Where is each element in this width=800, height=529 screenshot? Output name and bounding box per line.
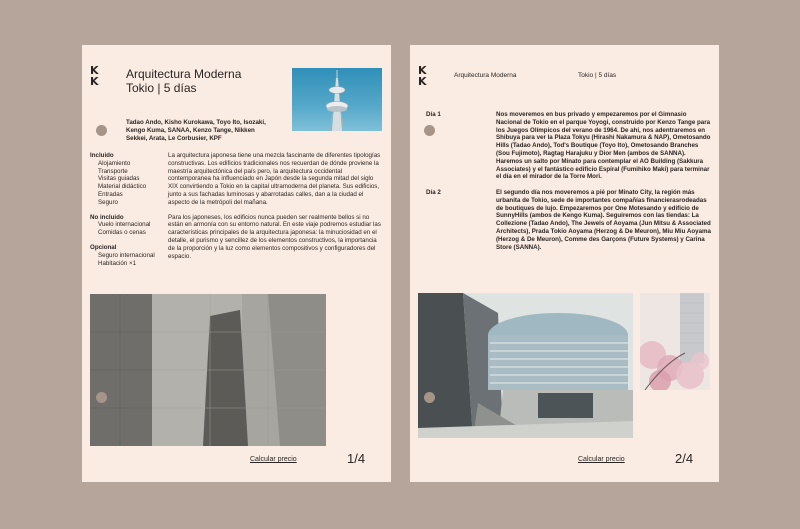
- cherry-blossom-photo: [640, 293, 710, 390]
- architects-list: Tadao Ando, Kisho Kurokawa, Toyo Ito, Isozaki, Kengo Kuma, SANAA, Kenzo Tange, Nikken Sekkei, Arata, Le Corbusier, KPF: [126, 119, 266, 142]
- museum-building-photo: [418, 293, 633, 438]
- not-included-item: Comidas o cenas: [98, 229, 146, 237]
- calculate-price-link[interactable]: Calcular precio: [250, 456, 297, 463]
- included-heading: Incluido: [90, 152, 114, 159]
- blossom-illustration: [640, 293, 710, 390]
- header-subtitle: Tokio | 5 días: [578, 72, 617, 79]
- header-title: Arquitectura Moderna: [454, 72, 517, 79]
- optional-item: Seguro internacional: [98, 251, 155, 259]
- tower-illustration: [292, 68, 382, 131]
- day-1-label: Día 1: [426, 111, 441, 118]
- included-item: Alojamiento: [98, 159, 131, 167]
- intro-paragraph-1: La arquitectura japonesa tiene una mezcla fascinante de diferentes tipologías constructivas. Los edificios tradicionales nos recuerdan de dónde proviene la maestría arquitectónica del país pero, la arquitectura occidental contemporanea ha influenciado en Japón desde la segunda mitad del siglo XIX convirtiendo a Tokio en la capital ultramoderna del planeta. Sus edificios, junto a sus fachadas luminosas y abarrotadas calles, dan a la ciudad el aspecto de la metrópoli del mañana.: [168, 152, 381, 206]
- package-details: [90, 152, 165, 267]
- logo-letter-top: K: [90, 64, 98, 77]
- page-number: 2/4: [675, 451, 694, 466]
- included-item: Entradas: [98, 190, 123, 198]
- page-marker-dot: [96, 125, 107, 136]
- logo-letter-bottom: K: [90, 75, 98, 88]
- included-item: Visitas guiadas: [98, 175, 140, 183]
- page-marker-dot: [424, 392, 435, 403]
- page-title: [126, 67, 241, 95]
- museum-illustration: [418, 293, 633, 438]
- included-item: Seguro: [98, 198, 118, 206]
- brand-logo: [90, 65, 100, 87]
- page-marker-dot: [424, 125, 435, 136]
- day-2-label: Día 2: [426, 189, 441, 196]
- brand-logo: [418, 65, 428, 87]
- tower-photo: [292, 68, 382, 131]
- day-1-text: Nos moveremos en bus privado y empezaremos por el Gimnasio Nacional de Tokio en el parque Yoyogi, construido por Kenzo Tange para los Juegos Olímpicos del verano de 1964. De ahí, nos adentraremos en Shibuya para ver la Plaza Tokyu (Hirashi Nakamura & NAP), Ometosando Hills (Tadao Ando), Tod's Boutique (Toyo Ito), Ometosando Branches (Sou Fujimoto), Ragtag Harajuku y Dior Men (ambos de SANNA). Haremos un salto por Minato para contemplar el AO Building (Sakkura Associates) y el fantástico edificio Espiral (Fumihiko Maki) para terminar el día en el mirador de la Torre Mori.: [496, 111, 711, 181]
- not-included-item: Vuelo internacional: [98, 221, 151, 229]
- included-item: Material didáctico: [98, 183, 147, 191]
- brochure-page-1: [82, 45, 391, 482]
- intro-text: [168, 152, 383, 267]
- optional-item: Habitación ×1: [98, 259, 137, 267]
- optional-heading: Opcional: [90, 243, 117, 251]
- day-2-text: El segundo día nos moveremos a pié por Minato City, la región más urbanita de Tokio, sede de importantes compañías financierasrodeadas de boutiques de lujo. Empezaremos por One Motesando y edificio de SunnyHills (ambos de Kengo Kuma). Seguiremos con las tiendas: La Collezione (Tadao Ando), The Jewels of Aoyama (Jun Mitsu & Associated Architects), Prada Tokio Aoyama (Herzog & De Meuron), Miu Miu Aoyama (Herzog & De Meuron), Comme des Garçons (Future Systems) y Carina Store (SANNA).: [496, 189, 711, 251]
- concrete-illustration: [90, 294, 326, 446]
- intro-paragraph-2: Para los japoneses, los edificios nunca pueden ser realmente bellos si no están en armonía con su entorno natural. En este viaje podremos estudiar las características principales de la arquitectura japonesa: la minuciosidad en el detalle, el purismo y sencillez de los elementos constructivos, la importancia de la proporción y la luz como elementos compositivos y configuradores del espacio.: [168, 213, 381, 260]
- logo-letter-top: K: [418, 64, 426, 77]
- title-line-1: Arquitectura Moderna: [126, 67, 242, 81]
- logo-letter-bottom: K: [418, 75, 426, 88]
- brochure-page-2: [410, 45, 719, 482]
- page-number: 1/4: [347, 451, 366, 466]
- calculate-price-link[interactable]: Calcular precio: [578, 456, 625, 463]
- not-included-heading: No incluido: [90, 213, 124, 221]
- title-line-2: Tokio | 5 días: [126, 81, 197, 95]
- page-marker-dot: [96, 392, 107, 403]
- concrete-wall-photo: [90, 294, 326, 446]
- included-item: Transporte: [98, 167, 128, 175]
